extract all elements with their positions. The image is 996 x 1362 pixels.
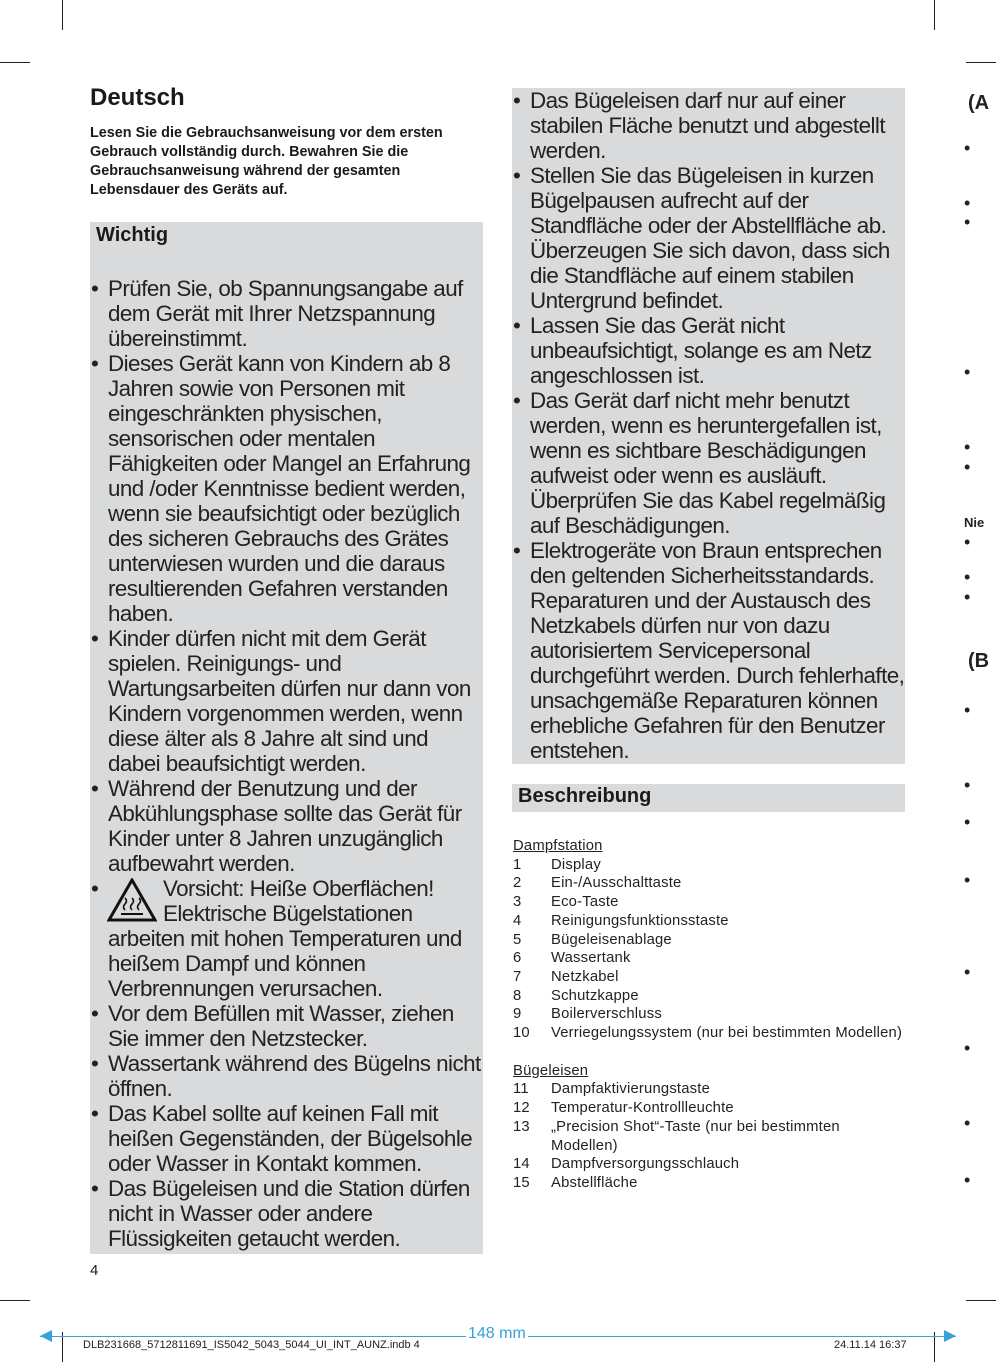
bullet-item <box>91 351 483 626</box>
bullet-item <box>91 276 483 351</box>
bullet-text: Wassertank während des Bügelns nicht öffnen. <box>108 1051 481 1101</box>
part-number: 3 <box>513 894 522 911</box>
bullet-icon: • <box>91 351 99 376</box>
part-row <box>513 987 905 1006</box>
part-row <box>513 1155 905 1174</box>
part-number: 6 <box>513 950 522 967</box>
part-number: 12 <box>513 1100 530 1117</box>
crop-mark <box>0 1300 30 1301</box>
hot-warning-line1: Vorsicht: Heiße Oberflächen! <box>163 876 434 901</box>
bullet-icon: • <box>513 313 521 338</box>
part-label: Display <box>551 856 601 873</box>
bullet-item <box>513 163 905 313</box>
bullet-item <box>91 1051 483 1101</box>
iron-title: Bügeleisen <box>513 1062 589 1079</box>
part-row <box>513 856 905 875</box>
part-label: Netzkabel <box>551 968 619 985</box>
bullet-text: Stellen Sie das Bügeleisen in kurzen Bügelpausen aufrecht auf der Standfläche oder der Abstellfläche ab. Überzeugen Sie sich davon, dass sich die Standfläche auf einem stabilen Untergrund befindet. <box>530 163 890 313</box>
print-datetime: 24.11.14 16:37 <box>834 1339 907 1351</box>
bullet-icon: • <box>91 876 99 901</box>
station-title: Dampfstation <box>513 838 603 854</box>
part-number: 7 <box>513 968 522 985</box>
bullet-icon: • <box>513 163 521 188</box>
bullet-icon: • <box>91 1051 99 1076</box>
file-info: DLB231668_5712811691_IS5042_5043_5044_UI_INT_AUNZ.indb 4 <box>83 1339 420 1351</box>
part-number: 11 <box>513 1081 529 1098</box>
part-number: 8 <box>513 987 522 1004</box>
part-row <box>513 1024 905 1043</box>
part-row <box>513 1174 905 1193</box>
bullet-icon: • <box>513 88 521 113</box>
important-list <box>91 276 483 1251</box>
next-page-heading-b: (B <box>968 650 990 672</box>
part-number: 15 <box>513 1174 530 1191</box>
bullet-text: Das Kabel sollte auf keinen Fall mit heißen Gegenständen, der Bügelsohle oder Wasser in Kontakt kommen. <box>108 1101 473 1176</box>
part-number: 13 <box>513 1118 530 1135</box>
part-number: 5 <box>513 931 522 948</box>
bullet-item <box>91 626 483 776</box>
bullet-text: Elektrogeräte von Braun entsprechen den geltenden Sicherheitsstandards. Reparaturen und der Austausch des Netzkabels dürfen nur von dazu autorisiertem Servicepersonal durchgeführt werden. Durch fehlerhafte, unsachgemäße Reparaturen können erhebliche Gefahren für den Benutzer entstehen. <box>530 538 905 763</box>
crop-mark <box>934 0 935 30</box>
hot-surface-icon <box>107 878 157 922</box>
next-page-bullets: • • • • • • • • • • • • • • • • • <box>964 138 971 1190</box>
part-row <box>513 912 905 931</box>
part-label: Wassertank <box>551 950 631 967</box>
part-label: Dampfaktivierungstaste <box>551 1081 711 1098</box>
bullet-text: Das Bügeleisen darf nur auf einer stabilen Fläche benutzt und abgestellt werden. <box>530 88 886 163</box>
bullet-item <box>91 1101 483 1176</box>
part-label: Abstellfläche <box>551 1174 638 1191</box>
page-title: Deutsch <box>90 84 185 111</box>
bullet-item <box>91 1001 483 1051</box>
part-label: Boilerverschluss <box>551 1006 662 1023</box>
parts-list <box>513 837 905 1193</box>
part-row <box>513 1080 905 1099</box>
description-heading: Beschreibung <box>518 785 652 807</box>
crop-mark <box>62 0 63 30</box>
bullet-icon: • <box>91 276 99 301</box>
bullet-icon: • <box>91 1001 99 1026</box>
hot-surface-warning <box>91 876 483 1001</box>
part-label: Eco-Taste <box>551 894 619 911</box>
bullet-icon: • <box>91 626 99 651</box>
part-label: Dampfversorgungsschlauch <box>551 1156 740 1173</box>
part-row <box>513 949 905 968</box>
part-number: 14 <box>513 1156 530 1173</box>
bullet-text: Vor dem Befüllen mit Wasser, ziehen Sie immer den Netzstecker. <box>108 1001 454 1051</box>
intro-text: Lesen Sie die Gebrauchsanweisung vor dem ersten Gebrauch vollständig durch. Bewahren Sie die Gebrauchsanweisung während der gesamten Lebensdauer des Geräts auf. <box>90 125 443 198</box>
part-row <box>513 874 905 893</box>
part-number: 4 <box>513 912 522 929</box>
next-page-nie: Nie <box>964 515 985 530</box>
bullet-icon: • <box>91 1176 99 1201</box>
part-label: Schutzkappe <box>551 987 639 1004</box>
bullet-text: Dieses Gerät kann von Kindern ab 8 Jahren sowie von Personen mit eingeschränkten physischen, sensorischen oder mentalen Fähigkeiten oder Mangel an Erfahrung und /oder Kenntnisse bedient werden, wenn sie beaufsichtigt oder bezüglich des sicheren Gebrauchs des Grätes unterwiesen wurden und die daraus resultierenden Gefahren verstanden haben. <box>108 351 471 626</box>
hot-warning-rest: arbeiten mit hohen Temperaturen und heißem Dampf und können Verbrennungen verursachen. <box>108 926 462 1001</box>
part-row <box>513 893 905 912</box>
part-number: 2 <box>513 875 522 892</box>
page-number: 4 <box>90 1262 99 1279</box>
measure-arrow-right <box>944 1330 956 1342</box>
part-row <box>513 1118 905 1155</box>
part-row <box>513 1099 905 1118</box>
bullet-icon: • <box>513 388 521 413</box>
bullet-item <box>513 388 905 538</box>
important-cont-list <box>513 88 905 763</box>
bullet-icon: • <box>91 776 99 801</box>
bullet-text: Das Bügeleisen und die Station dürfen nicht in Wasser oder andere Flüssigkeiten getaucht werden. <box>108 1176 470 1251</box>
part-number: 1 <box>513 856 522 873</box>
part-label: Temperatur-Kontrollleuchte <box>551 1100 734 1117</box>
bullet-text: Prüfen Sie, ob Spannungsangabe auf dem Gerät mit Ihrer Netzspannung übereinstimmt. <box>108 276 463 351</box>
part-label: Bügeleisenablage <box>551 931 672 948</box>
measure-arrow-left <box>40 1330 52 1342</box>
part-row <box>513 1005 905 1024</box>
next-page-heading-a: (A <box>968 92 990 114</box>
bullet-icon: • <box>91 1101 99 1126</box>
bullet-text: Lassen Sie das Gerät nicht unbeaufsichtigt, solange es am Netz angeschlossen ist. <box>530 313 872 388</box>
bullet-text: Das Gerät darf nicht mehr benutzt werden, wenn es heruntergefallen ist, wenn es sichtbare Beschädigungen aufweist oder wenn es ausläuft. Überprüfen Sie das Kabel regelmäßig auf Beschädigungen. <box>530 388 886 538</box>
part-number: 9 <box>513 1006 522 1023</box>
bullet-text: Kinder dürfen nicht mit dem Gerät spielen. Reinigungs- und Wartungsarbeiten dürfen nur dann von Kindern vorgenommen werden, wenn diese älter als 8 Jahre alt sind und dabei beaufsichtigt werden. <box>108 626 471 776</box>
bullet-item <box>513 538 905 763</box>
bullet-item <box>91 776 483 876</box>
part-label: Verriegelungssystem (nur bei bestimmten Modellen) <box>551 1025 903 1042</box>
part-label: Reinigungsfunktionsstaste <box>551 912 729 929</box>
bullet-item <box>513 88 905 163</box>
bullet-item <box>91 1176 483 1251</box>
bullet-text: Während der Benutzung und der Abkühlungsphase sollte das Gerät für Kinder unter 8 Jahren unzugänglich aufbewahrt werden. <box>108 776 462 876</box>
part-row <box>513 968 905 987</box>
part-label: Ein-/Ausschalttaste <box>551 875 682 892</box>
part-number: 10 <box>513 1025 530 1042</box>
hot-warning-line2: Elektrische Bügelstationen <box>163 901 413 926</box>
bullet-item <box>513 313 905 388</box>
important-heading: Wichtig <box>96 224 169 246</box>
crop-mark <box>966 1300 996 1301</box>
measure-label: 148 mm <box>468 1325 526 1342</box>
part-label: „Precision Shot“-Taste (nur bei bestimmten Modellen) <box>551 1118 840 1154</box>
bullet-icon: • <box>513 538 521 563</box>
crop-mark <box>0 62 30 63</box>
part-row <box>513 931 905 950</box>
